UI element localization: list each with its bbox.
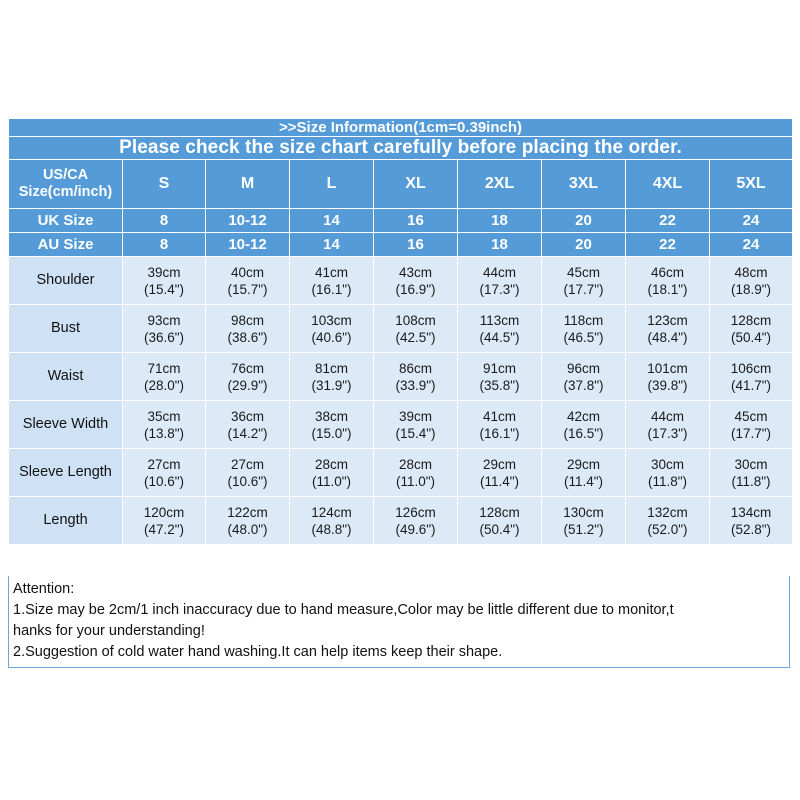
measure-inch: (39.8") <box>647 377 688 393</box>
measure-cm: 30cm <box>734 456 768 472</box>
check-chart-text: Please check the size chart carefully before placing the order. <box>9 137 793 160</box>
measure-cell <box>626 353 710 401</box>
measure-cm: 46cm <box>650 264 684 280</box>
size-column-header: 3XL <box>542 160 626 209</box>
measure-cm: 132cm <box>647 504 688 520</box>
measure-inch: (17.7") <box>730 425 772 441</box>
measure-cell <box>458 401 542 449</box>
measure-cell <box>206 257 290 305</box>
measure-cm: 29cm <box>566 456 600 472</box>
measure-cm: 28cm <box>314 456 348 472</box>
measure-inch: (14.2") <box>227 425 268 441</box>
measure-cell <box>542 305 626 353</box>
measure-cell <box>290 497 374 545</box>
table-row <box>9 353 793 401</box>
measure-cell <box>710 401 793 449</box>
measure-cell <box>123 449 206 497</box>
measure-cell <box>458 497 542 545</box>
measure-cell <box>206 449 290 497</box>
measure-cm: 96cm <box>566 360 600 376</box>
measure-cm: 71cm <box>147 360 181 376</box>
size-column-header: 5XL <box>710 160 793 209</box>
attention-box <box>8 576 790 668</box>
size-chart-table <box>8 118 793 545</box>
measure-cm: 48cm <box>734 264 768 280</box>
measure-cm: 39cm <box>147 264 181 280</box>
measure-cell <box>542 449 626 497</box>
measure-inch: (18.1") <box>647 281 688 297</box>
uk-size-value: 16 <box>374 209 458 233</box>
measure-inch: (41.7") <box>730 377 772 393</box>
measure-cell <box>374 401 458 449</box>
uk-size-value: 18 <box>458 209 542 233</box>
au-size-value: 14 <box>290 233 374 257</box>
measure-cell <box>374 257 458 305</box>
measure-inch: (16.1") <box>311 281 352 297</box>
measure-cm: 134cm <box>730 504 772 520</box>
size-column-header: M <box>206 160 290 209</box>
size-information-text: >>Size Information(1cm=0.39inch) <box>9 119 793 137</box>
measure-cell <box>626 257 710 305</box>
measure-label: Sleeve Width <box>9 401 123 449</box>
measure-cell <box>626 497 710 545</box>
measure-cell <box>374 497 458 545</box>
measure-inch: (50.4") <box>479 521 520 537</box>
measure-inch: (28.0") <box>143 377 185 393</box>
table-row <box>9 257 793 305</box>
measure-cell <box>123 353 206 401</box>
measure-inch: (11.0") <box>311 473 352 489</box>
uk-size-value: 20 <box>542 209 626 233</box>
measure-inch: (15.7") <box>227 281 268 297</box>
measure-cm: 27cm <box>147 456 181 472</box>
measure-inch: (29.9") <box>227 377 268 393</box>
measure-label: Shoulder <box>9 257 123 305</box>
measure-cm: 44cm <box>650 408 684 424</box>
au-size-row <box>9 233 793 257</box>
measure-cell <box>206 353 290 401</box>
measure-cell <box>458 353 542 401</box>
measure-inch: (17.7") <box>563 281 604 297</box>
measure-cm: 106cm <box>730 360 772 376</box>
measure-inch: (17.3") <box>479 281 520 297</box>
measure-cm: 126cm <box>395 504 436 520</box>
measure-cell <box>290 257 374 305</box>
row-header-corner-label <box>9 160 123 209</box>
measure-inch: (46.5") <box>563 329 604 345</box>
measure-cell <box>290 353 374 401</box>
measure-inch: (11.4") <box>479 473 520 489</box>
measure-cm: 128cm <box>730 312 772 328</box>
size-column-header: XL <box>374 160 458 209</box>
measure-cm: 44cm <box>482 264 516 280</box>
measure-cell <box>710 353 793 401</box>
table-row <box>9 305 793 353</box>
attention-line-1: 1.Size may be 2cm/1 inch inaccuracy due to hand measure,Color may be little different due to monitor,t <box>13 602 674 618</box>
measure-inch: (48.8") <box>311 521 352 537</box>
measure-cm: 43cm <box>398 264 432 280</box>
measure-cm: 28cm <box>398 456 432 472</box>
au-size-value: 22 <box>626 233 710 257</box>
measure-inch: (33.9") <box>395 377 436 393</box>
measure-cm: 29cm <box>482 456 516 472</box>
measure-label: Waist <box>9 353 123 401</box>
measure-inch: (11.8") <box>647 473 688 489</box>
uk-size-row <box>9 209 793 233</box>
measure-inch: (11.8") <box>731 473 771 489</box>
measure-cell <box>206 497 290 545</box>
measure-inch: (17.3") <box>647 425 688 441</box>
measure-cell <box>458 305 542 353</box>
measure-inch: (13.8") <box>143 425 185 441</box>
measure-inch: (35.8") <box>479 377 520 393</box>
measure-cell <box>290 449 374 497</box>
uk-size-label: UK Size <box>9 209 123 233</box>
banner-size-information-row <box>9 119 793 137</box>
au-size-value: 18 <box>458 233 542 257</box>
measure-cm: 38cm <box>314 408 348 424</box>
measure-inch: (16.9") <box>395 281 436 297</box>
measure-cell <box>626 305 710 353</box>
size-column-header: 4XL <box>626 160 710 209</box>
measure-cm: 124cm <box>311 504 352 520</box>
measure-inch: (31.9") <box>311 377 352 393</box>
table-row <box>9 497 793 545</box>
measure-cm: 36cm <box>230 408 264 424</box>
au-size-value: 24 <box>710 233 793 257</box>
measure-inch: (48.4") <box>647 329 688 345</box>
measure-cell <box>626 449 710 497</box>
measure-cm: 45cm <box>566 264 600 280</box>
au-size-value: 16 <box>374 233 458 257</box>
measure-cm: 27cm <box>230 456 264 472</box>
measure-inch: (47.2") <box>143 521 185 537</box>
measure-inch: (16.1") <box>479 425 520 441</box>
measure-cm: 30cm <box>650 456 684 472</box>
au-size-value: 8 <box>123 233 206 257</box>
uk-size-value: 10-12 <box>206 209 290 233</box>
measure-cm: 101cm <box>647 360 688 376</box>
measure-inch: (52.8") <box>730 521 772 537</box>
measure-inch: (15.0") <box>311 425 352 441</box>
measure-cell <box>710 449 793 497</box>
measure-inch: (11.0") <box>395 473 436 489</box>
measure-inch: (15.4") <box>143 281 185 297</box>
table-row <box>9 401 793 449</box>
measure-inch: (51.2") <box>563 521 604 537</box>
attention-line-3: 2.Suggestion of cold water hand washing.It can help items keep their shape. <box>13 644 503 660</box>
measure-inch: (37.8") <box>563 377 604 393</box>
measure-cell <box>206 401 290 449</box>
measure-cell <box>206 305 290 353</box>
measure-cell <box>290 401 374 449</box>
measure-cell <box>123 257 206 305</box>
measure-cm: 108cm <box>395 312 436 328</box>
measure-cm: 76cm <box>230 360 264 376</box>
au-size-value: 20 <box>542 233 626 257</box>
measure-inch: (10.6") <box>227 473 268 489</box>
measure-inch: (36.6") <box>143 329 185 345</box>
measure-cm: 128cm <box>479 504 520 520</box>
measure-inch: (49.6") <box>395 521 436 537</box>
measure-cm: 113cm <box>479 312 520 328</box>
measure-cm: 81cm <box>314 360 348 376</box>
measure-cm: 40cm <box>230 264 264 280</box>
measure-cell <box>542 353 626 401</box>
size-chart-container <box>8 118 792 545</box>
uk-size-value: 8 <box>123 209 206 233</box>
measure-cm: 35cm <box>147 408 181 424</box>
measure-cell <box>542 257 626 305</box>
measure-cm: 93cm <box>147 312 181 328</box>
measure-label: Bust <box>9 305 123 353</box>
measure-inch: (44.5") <box>479 329 520 345</box>
measure-cell <box>710 257 793 305</box>
attention-title: Attention: <box>13 581 75 597</box>
measure-cm: 130cm <box>563 504 604 520</box>
measure-cell <box>290 305 374 353</box>
measure-cm: 39cm <box>398 408 432 424</box>
measure-inch: (50.4") <box>730 329 772 345</box>
measure-label: Length <box>9 497 123 545</box>
attention-line-2: hanks for your understanding! <box>13 623 205 639</box>
measure-cm: 123cm <box>647 312 688 328</box>
measure-cell <box>710 305 793 353</box>
measure-cm: 91cm <box>482 360 516 376</box>
measure-cell <box>626 401 710 449</box>
measure-inch: (11.4") <box>563 473 604 489</box>
measure-cell <box>123 305 206 353</box>
uk-size-value: 22 <box>626 209 710 233</box>
measure-cell <box>542 401 626 449</box>
uk-size-value: 14 <box>290 209 374 233</box>
size-header-row <box>9 160 793 209</box>
measure-label: Sleeve Length <box>9 449 123 497</box>
measure-cell <box>374 353 458 401</box>
measure-inch: (15.4") <box>395 425 436 441</box>
measure-cm: 41cm <box>314 264 348 280</box>
measure-inch: (18.9") <box>730 281 772 297</box>
row-header-line1: US/CA <box>42 167 89 183</box>
measure-inch: (10.6") <box>143 473 185 489</box>
measure-cm: 86cm <box>398 360 432 376</box>
measure-inch: (48.0") <box>227 521 268 537</box>
size-column-header: L <box>290 160 374 209</box>
size-column-header: S <box>123 160 206 209</box>
measure-cm: 98cm <box>230 312 264 328</box>
row-header-line2: Size(cm/inch) <box>18 184 113 200</box>
measure-cm: 122cm <box>227 504 268 520</box>
measure-inch: (16.5") <box>563 425 604 441</box>
measure-cell <box>458 257 542 305</box>
measure-inch: (38.6") <box>227 329 268 345</box>
measure-cm: 45cm <box>734 408 768 424</box>
measure-cell <box>123 401 206 449</box>
measure-cm: 41cm <box>482 408 516 424</box>
measure-inch: (52.0") <box>647 521 688 537</box>
measure-inch: (40.6") <box>311 329 352 345</box>
banner-check-chart-row <box>9 137 793 160</box>
table-row <box>9 449 793 497</box>
size-column-header: 2XL <box>458 160 542 209</box>
measure-cell <box>710 497 793 545</box>
measure-cell <box>123 497 206 545</box>
uk-size-value: 24 <box>710 209 793 233</box>
measure-cell <box>374 449 458 497</box>
measure-cm: 118cm <box>563 312 604 328</box>
measure-cm: 120cm <box>143 504 185 520</box>
au-size-value: 10-12 <box>206 233 290 257</box>
measure-cell <box>374 305 458 353</box>
au-size-label: AU Size <box>9 233 123 257</box>
measure-cm: 42cm <box>566 408 600 424</box>
measure-cm: 103cm <box>311 312 352 328</box>
measure-inch: (42.5") <box>395 329 436 345</box>
measure-cell <box>542 497 626 545</box>
measure-cell <box>458 449 542 497</box>
